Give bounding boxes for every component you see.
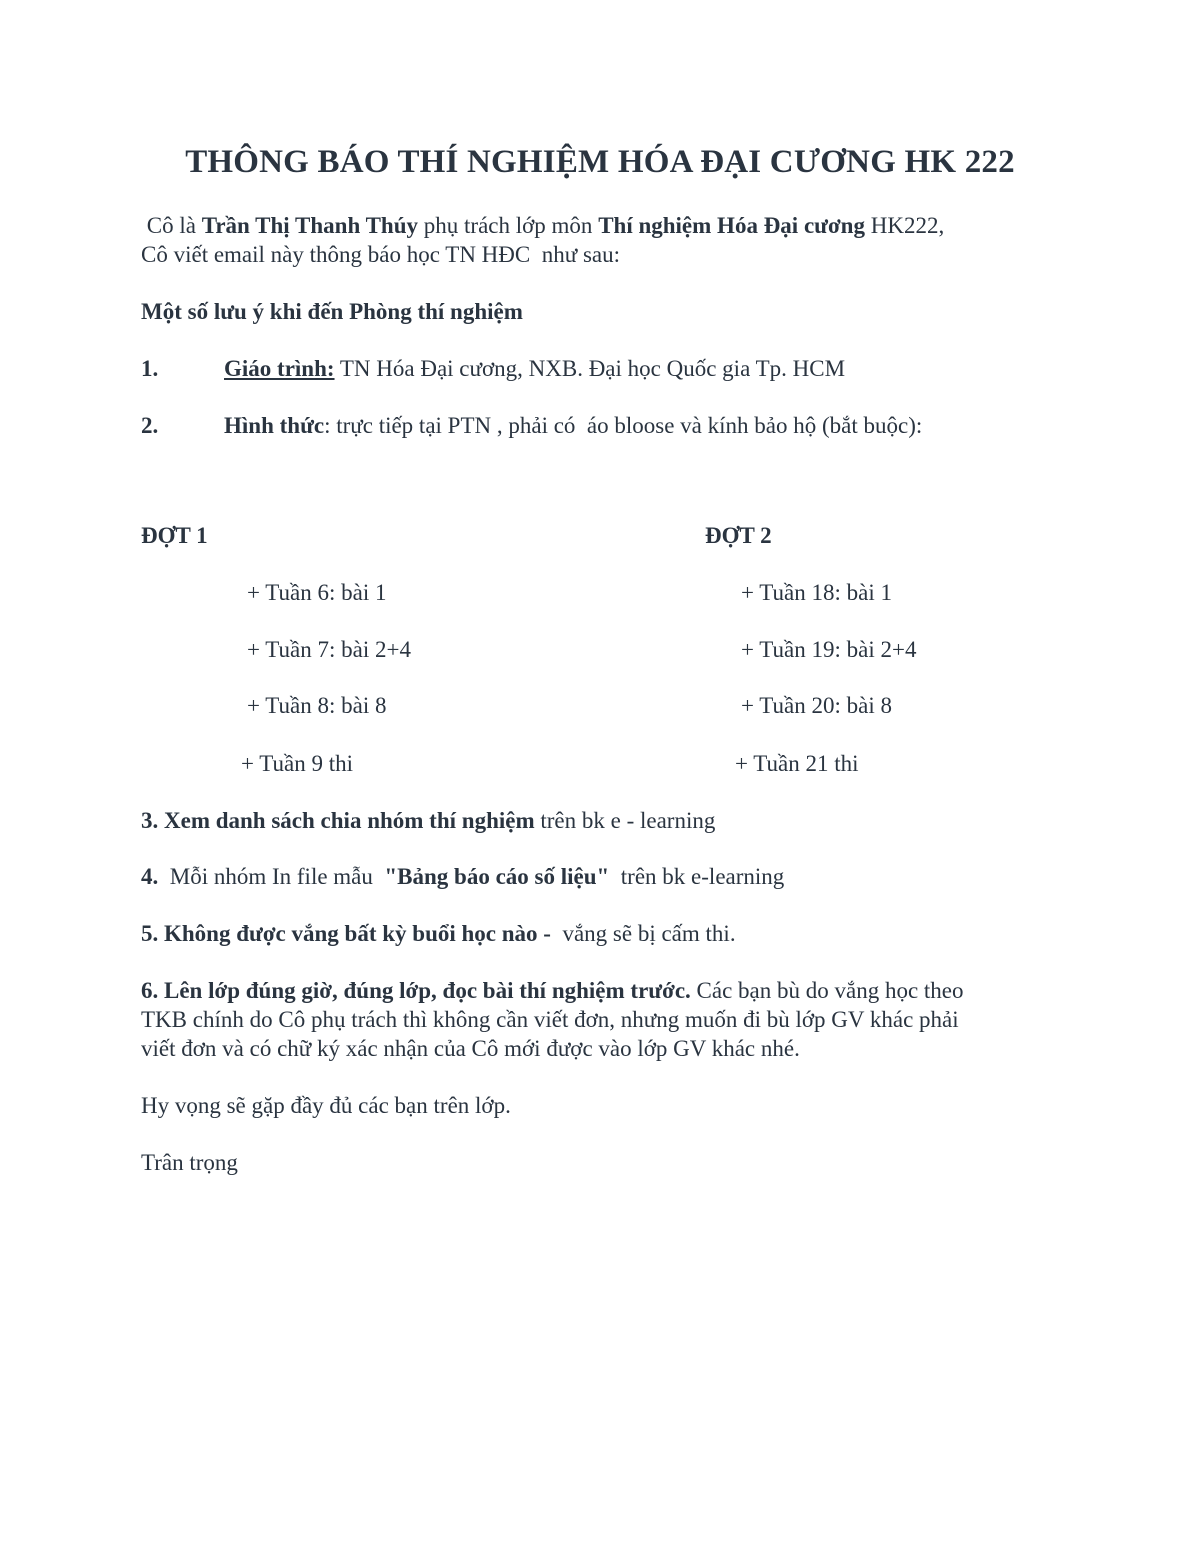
item-2-body: : trực tiếp tại PTN , phải có áo bloose và kính bảo hộ (bắt buộc): xyxy=(324,413,923,438)
item-5-body: vắng sẽ bị cấm thi. xyxy=(556,921,736,946)
dot-1-week: + Tuần 7: bài 2+4 xyxy=(247,637,411,662)
dot-1-week: + Tuần 9 thi xyxy=(241,751,354,776)
item-1-label: Giáo trình: xyxy=(224,356,335,381)
intro-text: HK222, xyxy=(864,213,945,238)
dot-2-week: + Tuần 20: bài 8 xyxy=(741,693,892,718)
intro-text: Cô là xyxy=(141,213,202,238)
item-6-line-1 xyxy=(141,976,964,1006)
item-1-body: TN Hóa Đại cương, NXB. Đại học Quốc gia Tp. HCM xyxy=(334,356,846,381)
item-6-line-3: viết đơn và có chữ ký xác nhận của Cô mới được vào lớp GV khác nhé. xyxy=(141,1036,800,1061)
intro-text: phụ trách lớp môn xyxy=(418,213,599,238)
item-6-line-2: TKB chính do Cô phụ trách thì không cần viết đơn, nhưng muốn đi bù lớp GV khác phải xyxy=(141,1007,959,1032)
document-title: THÔNG BÁO THÍ NGHIỆM HÓA ĐẠI CƯƠNG HK 222 xyxy=(185,144,1015,180)
dot-2-week: + Tuần 19: bài 2+4 xyxy=(741,637,917,662)
item-2-text xyxy=(224,411,922,441)
teacher-name: Trần Thị Thanh Thúy xyxy=(201,213,419,238)
item-2-label: Hình thức xyxy=(224,413,325,438)
item-5 xyxy=(141,919,736,949)
item-2-number: 2. xyxy=(141,413,159,438)
dot-2-heading: ĐỢT 2 xyxy=(705,523,772,548)
item-1-number: 1. xyxy=(141,356,159,381)
notes-heading: Một số lưu ý khi đến Phòng thí nghiệm xyxy=(141,299,523,324)
item-6-label: 6. Lên lớp đúng giờ, đúng lớp, đọc bài thí nghiệm trước. xyxy=(141,978,691,1003)
item-3 xyxy=(141,806,715,836)
dot-2-week: + Tuần 21 thi xyxy=(735,751,859,776)
closing-line: Hy vọng sẽ gặp đầy đủ các bạn trên lớp. xyxy=(141,1093,511,1118)
intro-line-1 xyxy=(141,211,944,241)
item-4-number: 4. xyxy=(141,864,159,889)
item-5-label: 5. Không được vắng bất kỳ buổi học nào - xyxy=(141,921,557,946)
dot-1-heading: ĐỢT 1 xyxy=(141,523,208,548)
course-name: Thí nghiệm Hóa Đại cương xyxy=(598,213,865,238)
sign-off: Trân trọng xyxy=(141,1150,238,1175)
item-3-body: trên bk e - learning xyxy=(534,808,716,833)
item-4-filename: "Bảng báo cáo số liệu" xyxy=(384,864,610,889)
dot-1-week: + Tuần 8: bài 8 xyxy=(247,693,387,718)
item-6-body: Các bạn bù do vắng học theo xyxy=(690,978,964,1003)
item-4-text: Mỗi nhóm In file mẫu xyxy=(158,864,385,889)
item-3-label: 3. Xem danh sách chia nhóm thí nghiệm xyxy=(141,808,535,833)
dot-1-week: + Tuần 6: bài 1 xyxy=(247,580,387,605)
item-4 xyxy=(141,862,784,892)
dot-2-week: + Tuần 18: bài 1 xyxy=(741,580,892,605)
intro-line-2: Cô viết email này thông báo học TN HĐC như sau: xyxy=(141,242,621,267)
item-4-body: trên bk e-learning xyxy=(609,864,785,889)
item-1-text xyxy=(224,354,845,384)
